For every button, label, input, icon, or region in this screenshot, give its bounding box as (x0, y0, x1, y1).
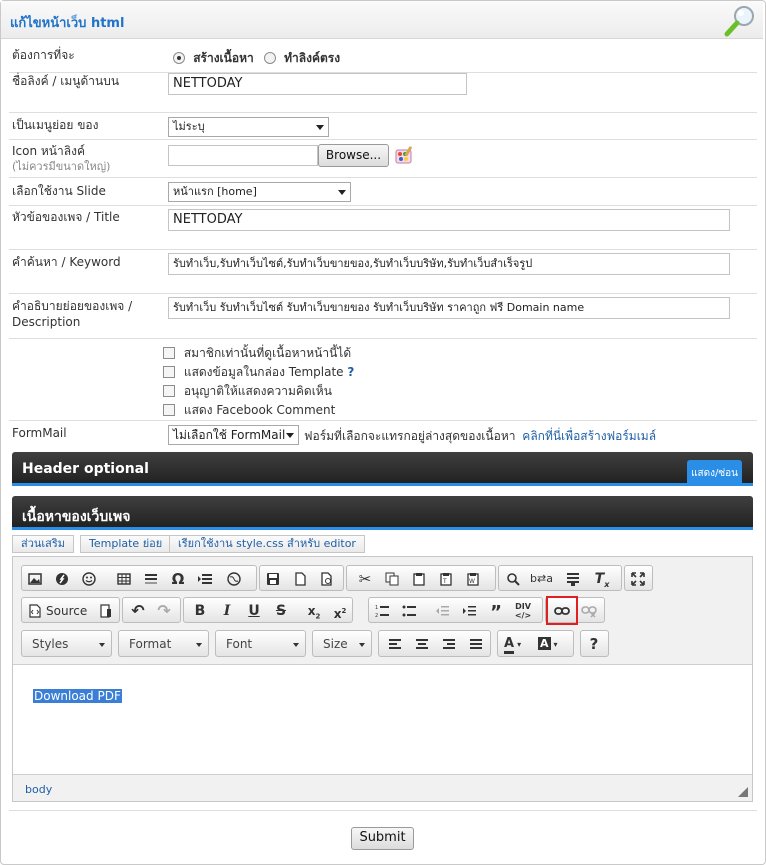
new-page-icon[interactable] (290, 569, 310, 589)
row-slide (9, 178, 757, 206)
page-content-title: เนื้อหาของเว็บเพจ (22, 509, 131, 525)
toolbar-source-group (21, 597, 120, 623)
remove-format-icon[interactable]: $T_x$ (594, 571, 610, 589)
source-button-label[interactable]: Source (46, 604, 88, 618)
bold-icon[interactable]: B (194, 603, 206, 619)
help-icon[interactable]: ? (589, 635, 599, 653)
checkbox-facebook-comment-label: แสดง Facebook Comment (183, 403, 336, 417)
undo-icon[interactable]: ↶ (131, 601, 145, 620)
toolbar-insert-group (21, 565, 257, 591)
blockquote-icon[interactable]: ” (490, 602, 502, 623)
row-options (9, 339, 757, 421)
flash-icon[interactable] (52, 569, 72, 589)
row-description (9, 294, 757, 339)
icon-hint: (ไม่ควรมีขนาดใหญ่) (12, 160, 111, 173)
checkbox-template-box-label: แสดงข้อมูลในกล่อง Template (183, 365, 344, 379)
chevron-down-icon (293, 643, 299, 647)
selected-link-text[interactable]: Download PDF (34, 689, 121, 703)
svg-text:1: 1 (375, 605, 379, 611)
rich-text-editor (12, 556, 753, 802)
toolbar-clipboard-group (346, 565, 496, 591)
bullet-list-icon[interactable] (399, 601, 419, 621)
keyword-input[interactable]: รับทำเว็บ,รับทำเว็บไซต์,รับทำเว็บขายของ,รับทำเว็บบริษัท,รับทำเว็บสำเร็จรูป (168, 253, 730, 275)
checkbox-members-only-label: สมาชิกเท่านั้นที่ดูเนื้อหาหน้านี้ได้ (183, 346, 352, 360)
row-formmail (9, 421, 757, 448)
toolbar-align-group (378, 630, 491, 657)
row-link-name (9, 73, 757, 113)
font-combo-label: Font (226, 637, 253, 651)
options-list (163, 344, 354, 420)
chevron-down-icon (359, 643, 365, 647)
row-submenu (9, 113, 757, 140)
cut-icon[interactable]: ✂ (358, 570, 372, 588)
justify-icon[interactable] (466, 634, 486, 654)
formmail-select[interactable] (168, 425, 299, 445)
icon-file-input[interactable] (168, 145, 318, 166)
svg-text:T: T (443, 578, 447, 585)
description-label-1: คำอธิบายย่อยของเพจ / (12, 299, 133, 313)
styles-combo[interactable] (21, 630, 112, 657)
toolbar-basic-style-group (183, 597, 353, 623)
link-button-highlight (546, 596, 578, 625)
row-keyword (9, 250, 757, 294)
tab-extras[interactable]: ส่วนเสริม (12, 535, 74, 553)
page-title-label: หัวข้อของเพจ / Title (12, 210, 120, 224)
styles-combo-label: Styles (32, 637, 69, 651)
mode-radio-group (173, 49, 340, 68)
redo-icon[interactable]: ↷ (157, 601, 171, 620)
page-content-bar (12, 496, 753, 530)
superscript-icon[interactable]: $x^2$ (333, 607, 347, 621)
header-optional-title: Header optional (22, 461, 149, 477)
iframe-globe-icon[interactable] (224, 569, 244, 589)
radio-link[interactable] (264, 52, 276, 64)
option-members-only (163, 344, 354, 363)
size-combo-label: Size (323, 637, 348, 651)
palette-icon[interactable] (395, 145, 415, 165)
chevron-down-icon (316, 125, 324, 130)
checkbox-allow-comments-label: อนุญาติให้แสดงความคิดเห็น (183, 384, 332, 398)
radio-create-label: สร้างเนื้อหา (193, 51, 254, 65)
toolbar-maximize-group (624, 565, 653, 591)
toolbar-paragraph-group (368, 597, 543, 623)
checkbox-members-only[interactable] (163, 347, 175, 359)
option-template-box (163, 363, 354, 382)
numbered-list-icon[interactable] (372, 601, 392, 621)
icon-label: Icon หน้าลิงค์ (12, 144, 85, 158)
formmail-select-value: ไม่เลือกใช้ FormMail (173, 428, 286, 442)
row-icon (9, 140, 757, 178)
text-color-icon[interactable]: A ▾ (504, 634, 534, 654)
chevron-down-icon (99, 643, 105, 647)
svg-text:2: 2 (375, 613, 379, 618)
link-name-label: ชื่อลิงค์ / เมนูด้านบน (12, 74, 120, 88)
size-combo[interactable] (312, 630, 372, 657)
create-formmail-link[interactable]: คลิกที่นี่เพื่อสร้างฟอร์มเมล์ (522, 429, 657, 443)
title-bar (1, 1, 763, 39)
underline-icon[interactable]: U (248, 603, 260, 619)
slide-select[interactable] (168, 182, 351, 202)
image-icon[interactable] (25, 569, 45, 589)
toolbar-color-group (497, 630, 574, 657)
toolbar-document-group (259, 565, 344, 591)
replace-icon[interactable]: b⇄a (530, 572, 553, 585)
resize-handle-icon[interactable] (738, 787, 748, 797)
help-icon[interactable]: ? (347, 365, 355, 379)
align-right-icon[interactable] (439, 634, 459, 654)
submenu-select-value: ไม่ระบุ (173, 120, 205, 133)
special-char-icon[interactable]: Ω (171, 570, 185, 588)
description-input[interactable]: รับทำเว็บ รับทำเว็บไซต์ รับทำเว็บขายของ รับทำเว็บบริษัท ราคาถูก ฟรี Domain name (168, 297, 730, 319)
formmail-label: FormMail (12, 426, 67, 440)
page-title: แก้ไขหน้าเว็บ html (10, 16, 125, 31)
smiley-icon[interactable] (79, 569, 99, 589)
chevron-down-icon (286, 433, 294, 438)
font-combo[interactable] (215, 630, 306, 657)
copy-icon[interactable] (382, 569, 402, 589)
chevron-down-icon (338, 190, 346, 195)
row-page-title (9, 206, 757, 250)
radio-create[interactable] (173, 52, 185, 64)
templates-icon[interactable] (96, 601, 116, 621)
indent-icon[interactable] (459, 601, 479, 621)
toolbar-undo-group (122, 597, 181, 623)
strikethrough-icon[interactable]: S (275, 603, 287, 619)
keyword-label: คำค้นหา / Keyword (12, 255, 121, 269)
page-break-icon[interactable] (195, 569, 215, 589)
option-allow-comments (163, 382, 354, 401)
mode-label: ต้องการที่จะ (12, 48, 75, 62)
description-label-2: Description (12, 315, 81, 329)
slide-label: เลือกใช้งาน Slide (12, 184, 106, 198)
submenu-select[interactable] (168, 117, 329, 137)
page-title-input[interactable]: NETTODAY (168, 209, 730, 231)
element-path[interactable]: body (25, 783, 53, 796)
browse-button[interactable]: Browse... (318, 144, 389, 167)
chevron-down-icon (196, 643, 202, 647)
checkbox-allow-comments[interactable] (163, 385, 175, 397)
submenu-label: เป็นเมนูย่อย ของ (12, 118, 99, 132)
radio-link-label: ทำลิงค์ตรง (284, 51, 341, 65)
link-name-input[interactable]: NETTODAY (168, 73, 467, 95)
subscript-icon[interactable]: $x_2$ (307, 604, 321, 621)
paste-text-icon[interactable] (436, 569, 456, 589)
table-icon[interactable] (114, 569, 134, 589)
format-combo-label: Format (129, 637, 172, 651)
create-div-icon[interactable]: DIV </> (514, 602, 532, 620)
preview-icon[interactable] (317, 569, 337, 589)
svg-text:W: W (469, 578, 475, 585)
paste-word-icon[interactable] (463, 569, 483, 589)
find-icon[interactable] (503, 569, 523, 589)
background-color-icon[interactable]: A ▾ (540, 637, 558, 650)
select-all-icon[interactable] (563, 569, 583, 589)
format-combo[interactable] (118, 630, 209, 657)
slide-select-value: หน้าแรก [home] (173, 185, 257, 198)
horizontal-line-icon[interactable] (141, 569, 161, 589)
tab-style-css[interactable]: เรียกใช้งาน style.css สำหรับ editor (169, 535, 365, 553)
maximize-icon[interactable] (628, 569, 648, 589)
source-icon[interactable] (25, 601, 45, 621)
toolbar-help-group (580, 630, 609, 657)
checkbox-template-box[interactable] (163, 366, 175, 378)
align-left-icon[interactable] (385, 634, 405, 654)
submit-button[interactable]: Submit (351, 827, 414, 850)
option-facebook-comment (163, 401, 354, 420)
toggle-show-hide-button[interactable]: แสดง/ซ่อน (687, 460, 742, 484)
toolbar-editing-group (498, 565, 622, 591)
unlink-icon[interactable] (579, 601, 599, 621)
checkbox-facebook-comment[interactable] (163, 404, 175, 416)
formmail-note (304, 427, 656, 446)
row-mode (9, 40, 757, 73)
footer-divider (9, 810, 757, 811)
tab-sub-template[interactable]: Template ย่อย (80, 535, 171, 553)
save-icon[interactable] (263, 569, 283, 589)
editor-content-area[interactable] (13, 664, 752, 775)
paste-icon[interactable] (409, 569, 429, 589)
italic-icon[interactable]: I (223, 603, 231, 619)
outdent-icon[interactable] (432, 601, 452, 621)
formmail-note-text: ฟอร์มที่เลือกจะแทรกอยู่ล่างสุดของเนื้อหา (304, 429, 516, 443)
header-optional-bar (12, 452, 753, 486)
search-icon (723, 4, 757, 38)
align-center-icon[interactable] (412, 634, 432, 654)
